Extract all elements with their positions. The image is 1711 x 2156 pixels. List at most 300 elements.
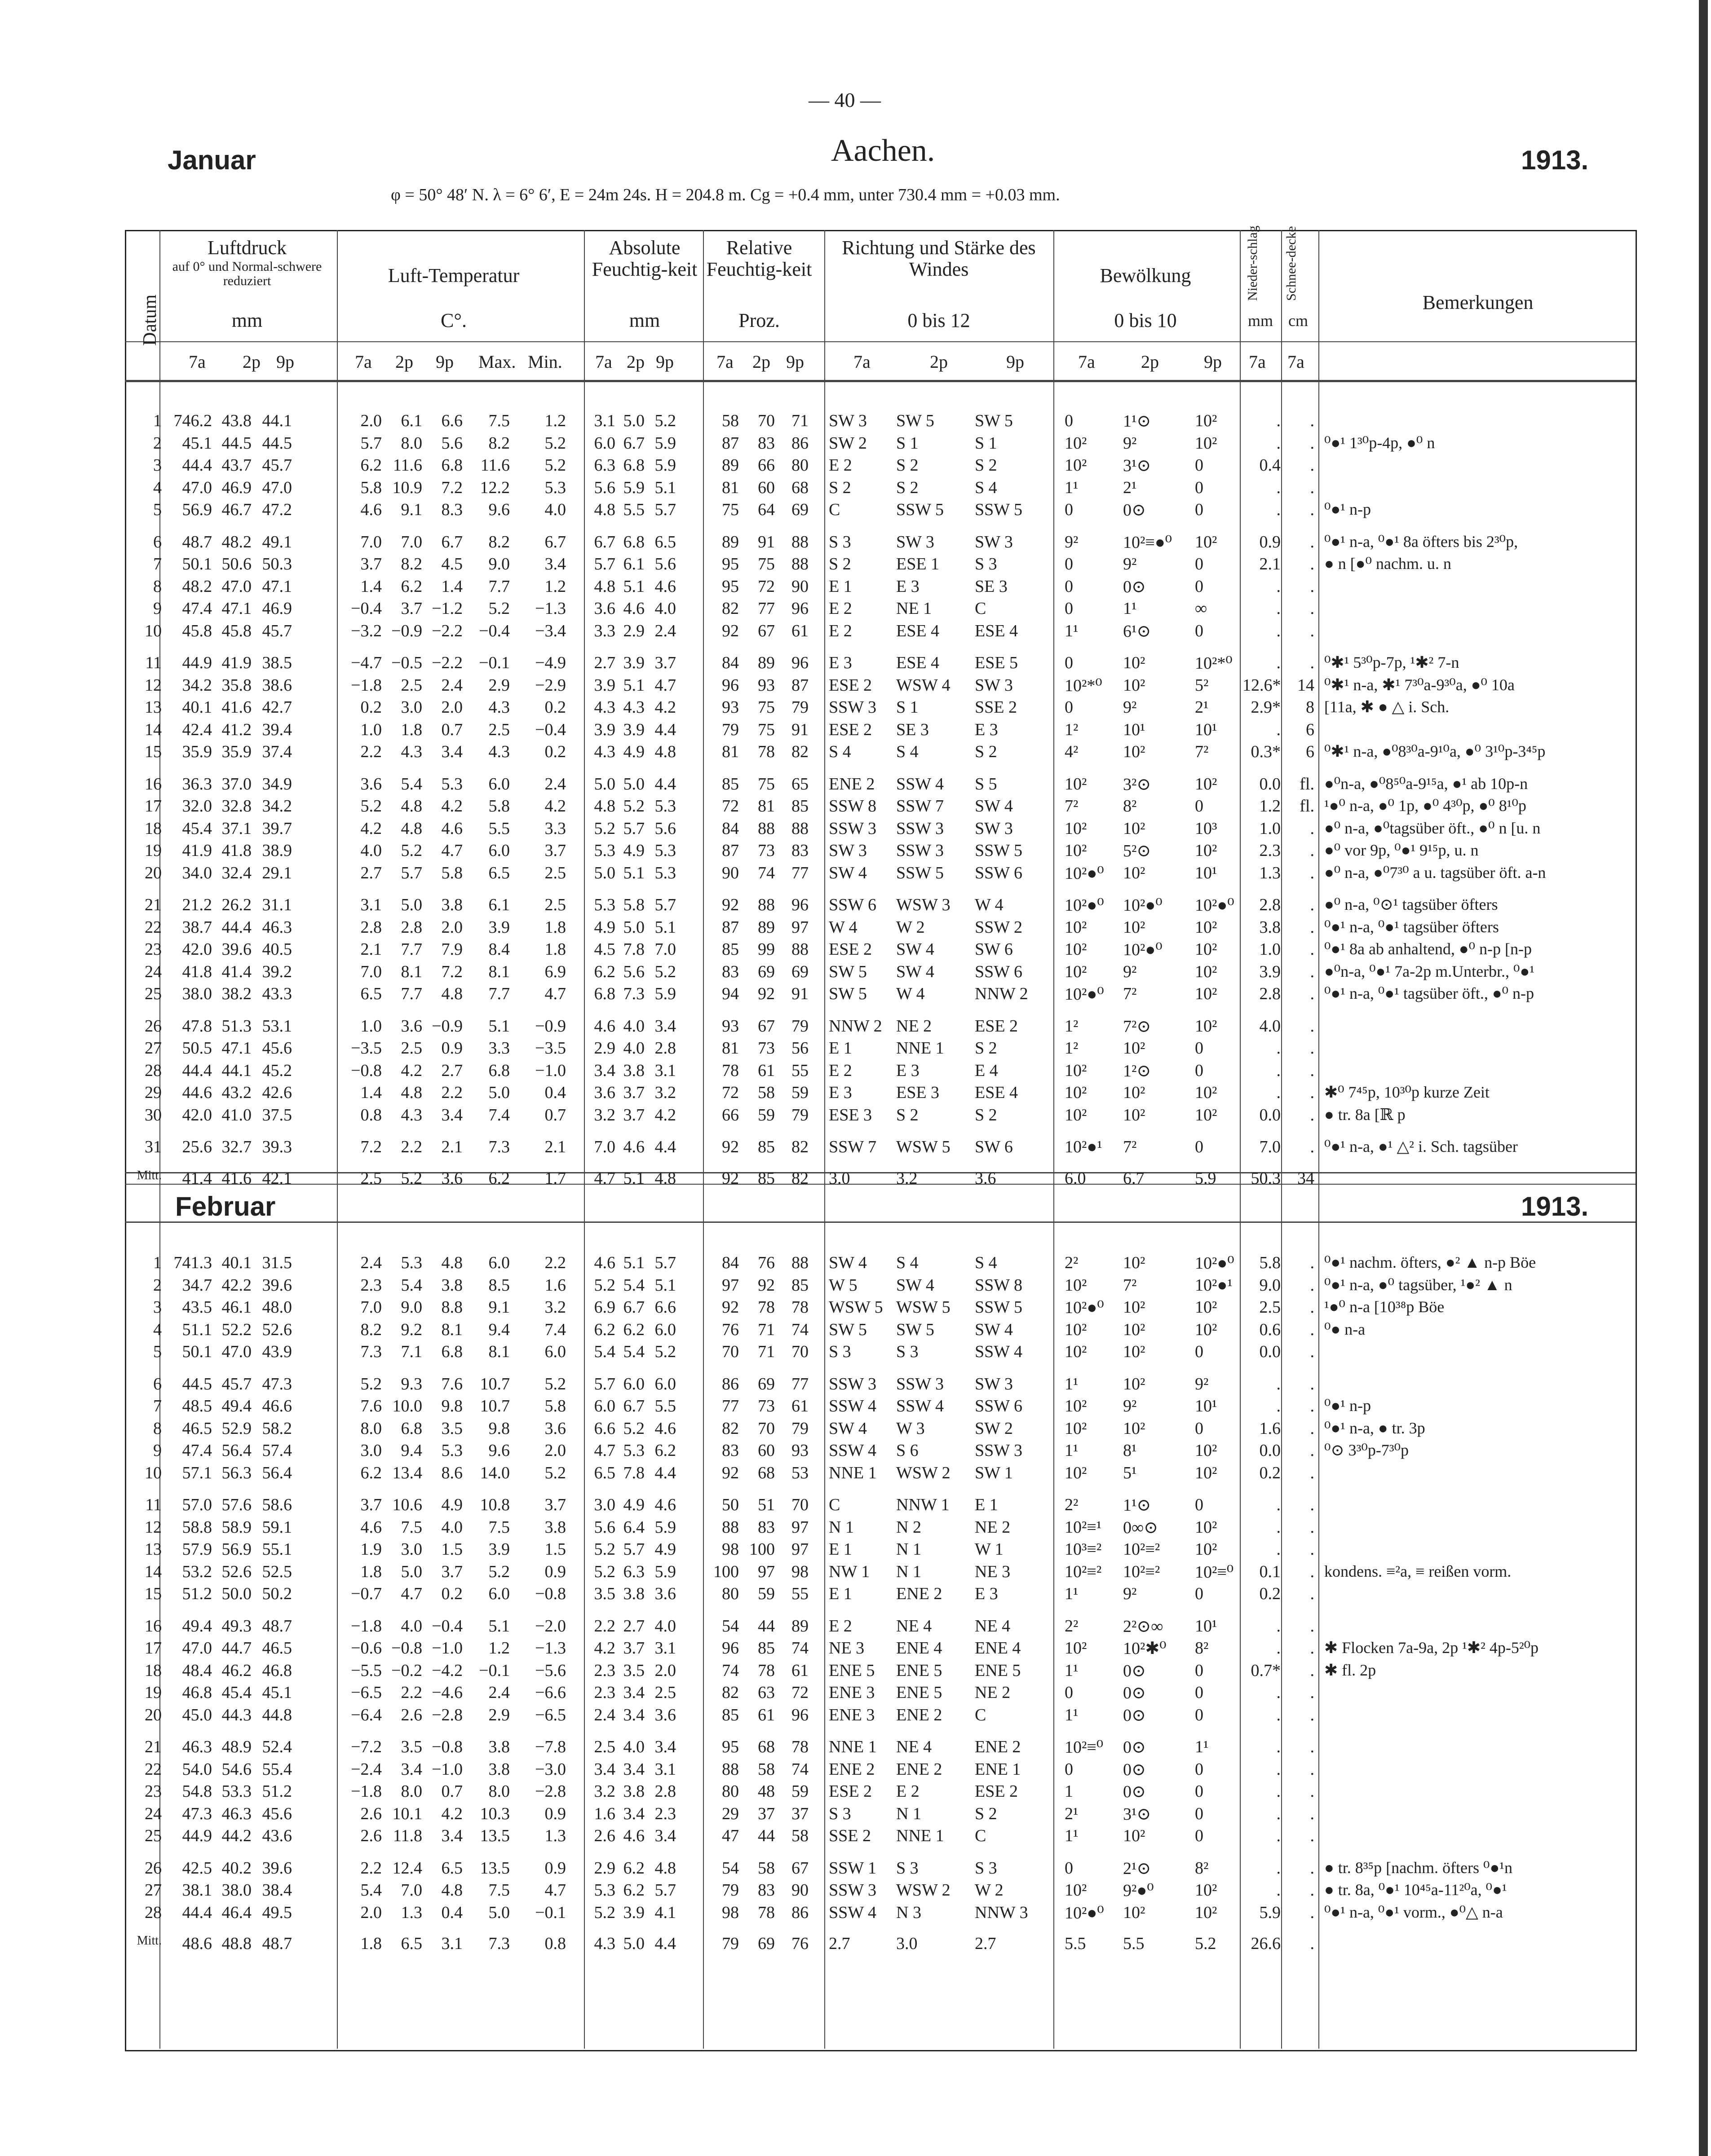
feb-cell: 48.9: [221, 1737, 252, 1756]
jan-cell: 4.8: [654, 742, 676, 761]
jan-cell: .: [1310, 1105, 1314, 1124]
feb-cell: SW 1: [975, 1463, 1013, 1482]
jan-cell: 41.4: [221, 962, 252, 981]
feb-cell: 96: [722, 1639, 739, 1658]
feb-cell: 71: [758, 1342, 775, 1361]
feb-cell: 55.4: [262, 1759, 292, 1779]
feb-cell: 0: [1065, 1759, 1073, 1779]
feb-cell: .: [1276, 1517, 1281, 1537]
feb-cell: .: [1310, 1639, 1314, 1658]
feb-cell: 1¹: [1065, 1705, 1079, 1724]
jan-cell: 6¹⊙: [1123, 622, 1151, 641]
feb-cell: 10²●¹: [1195, 1275, 1233, 1295]
feb-cell: 72: [791, 1683, 809, 1702]
feb-cell: S 3: [975, 1858, 997, 1878]
jan-cell: 96: [722, 675, 739, 695]
jan-cell: 2.2: [441, 1083, 463, 1102]
feb-cell: 9.8: [488, 1419, 510, 1438]
jan-cell: 4.3: [623, 698, 645, 717]
feb-cell: −2.8: [432, 1705, 463, 1724]
feb-cell: 10²: [1195, 1298, 1217, 1317]
feb-cell: 2.3: [654, 1804, 676, 1823]
jan-cell: 6: [1306, 720, 1314, 739]
jan-cell: 81: [722, 478, 739, 497]
feb-cell: 97: [758, 1562, 775, 1581]
feb-cell: 49.4: [182, 1616, 212, 1636]
jan-cell: 31: [145, 1138, 162, 1156]
feb-cell: −0.1: [535, 1903, 566, 1922]
feb-cell: 63: [758, 1683, 775, 1702]
feb-cell: 92: [758, 1275, 775, 1295]
feb-cell: 71: [758, 1320, 775, 1339]
jan-cell: 5.0: [401, 895, 422, 914]
jan-cell: −0.4: [535, 720, 566, 739]
jan-cell: 4.2: [360, 819, 382, 838]
feb-cell: SSW 1: [829, 1858, 876, 1878]
jan-cell: 4.0: [654, 599, 676, 618]
feb-cell: .: [1276, 1881, 1281, 1900]
feb-cell: .: [1310, 1705, 1314, 1724]
jan-cell: S 1: [975, 433, 997, 453]
jan-cell: S 5: [975, 774, 997, 794]
feb-remark-4: ⁰● n-a: [1324, 1320, 1366, 1338]
feb-cell: 4.9: [623, 1495, 645, 1514]
jan-cell: 46.9: [221, 478, 252, 497]
jan-cell: 79: [791, 1105, 809, 1124]
jan-cell: 10²: [1065, 1105, 1087, 1124]
jan-cell: 42.1: [262, 1168, 292, 1188]
january-heading: Januar: [168, 145, 256, 175]
jan-cell: 45.8: [221, 621, 252, 640]
feb-cell: 58.8: [182, 1517, 212, 1537]
feb-cell: 5.2: [594, 1562, 615, 1581]
feb-cell: 5¹: [1123, 1463, 1137, 1482]
feb-cell: 1¹: [1065, 1661, 1079, 1680]
jan-cell: .: [1276, 577, 1281, 596]
feb-cell: 2.2: [594, 1616, 615, 1636]
feb-cell: 5.3: [594, 1881, 615, 1900]
jan-cell: 8.2: [488, 532, 510, 551]
jan-cell: 10²: [1123, 1105, 1145, 1124]
jan-cell: 43.8: [221, 411, 252, 430]
jan-cell: 10²: [1195, 984, 1217, 1003]
jan-cell: SSW 3: [829, 819, 876, 838]
jan-cell: 1.8: [544, 940, 566, 959]
feb-cell: .: [1276, 1639, 1281, 1658]
feb-cell: S 3: [829, 1342, 851, 1361]
feb-remark-3: ¹●⁰ n-a [10³⁸p Böe: [1324, 1298, 1445, 1316]
feb-cell: SW 4: [829, 1419, 867, 1438]
jan-cell: 49.1: [262, 532, 292, 551]
jan-cell: 88: [758, 895, 775, 914]
feb-cell: 3.7: [623, 1639, 645, 1658]
jan-cell: 0: [1195, 478, 1203, 497]
feb-remark-1: ⁰●¹ nachm. öfters, ●² ▲ n-p Böe: [1324, 1253, 1536, 1271]
feb-cell: 58: [758, 1759, 775, 1779]
feb-cell: 48.7: [262, 1934, 292, 1953]
feb-cell: .: [1310, 1441, 1314, 1460]
feb-cell: 88: [722, 1759, 739, 1779]
feb-cell: W 5: [829, 1275, 858, 1295]
feb-cell: NW 1: [829, 1562, 870, 1581]
jan-cell: 48.7: [182, 532, 212, 551]
feb-cell: 3.0: [401, 1540, 422, 1559]
jan-cell: 40.5: [262, 940, 292, 959]
jan-cell: 42.0: [182, 1105, 212, 1124]
jan-cell: 50.5: [182, 1039, 212, 1058]
feb-cell: 1.9: [360, 1540, 382, 1559]
feb-cell: 57.4: [262, 1441, 292, 1460]
jan-cell: −0.8: [351, 1061, 382, 1080]
feb-cell: 70: [791, 1342, 809, 1361]
feb-cell: 6.5: [441, 1858, 463, 1878]
jan-cell: 9²: [1123, 555, 1137, 573]
header-remarks: Bemerkungen: [1422, 291, 1534, 313]
jan-cell: 0.4: [544, 1083, 566, 1102]
jan-cell: 38.0: [182, 984, 212, 1003]
feb-cell: 59.1: [262, 1517, 292, 1537]
jan-cell: −0.5: [391, 653, 422, 672]
jan-cell: 2¹: [1123, 478, 1137, 497]
feb-cell: 4.0: [401, 1616, 422, 1636]
jan-cell: 4.2: [654, 698, 676, 717]
feb-cell: ENE 3: [829, 1683, 875, 1702]
feb-cell: −4.2: [432, 1661, 463, 1680]
jan-cell: 5.8: [441, 863, 463, 882]
feb-cell: 54.8: [182, 1782, 212, 1801]
feb-cell: 86: [791, 1903, 809, 1922]
jan-cell: 5.9: [654, 984, 676, 1003]
feb-cell: 8.6: [441, 1463, 463, 1482]
jan-cell: SSW 5: [975, 500, 1022, 519]
subheader-time-10: 9p: [656, 352, 674, 372]
jan-cell: 10²: [1065, 456, 1087, 475]
subheader-time-19: 9p: [1204, 352, 1222, 372]
jan-cell: 3.8: [1259, 917, 1281, 937]
feb-cell: 68: [758, 1737, 775, 1756]
feb-cell: 0: [1065, 1858, 1073, 1878]
feb-cell: 3.4: [623, 1804, 645, 1823]
feb-cell: 5.2: [594, 1275, 615, 1295]
jan-cell: 1.0: [1259, 819, 1281, 838]
jan-cell: 3.8: [441, 895, 463, 914]
feb-cell: 4.4: [654, 1934, 676, 1953]
jan-cell: 10: [145, 621, 162, 640]
feb-cell: 5.3: [623, 1441, 645, 1460]
feb-cell: 20: [145, 1705, 162, 1724]
jan-cell: 6.7: [623, 433, 645, 453]
feb-cell: 53: [791, 1463, 809, 1482]
feb-cell: 14.0: [480, 1463, 510, 1482]
feb-cell: 44.9: [182, 1826, 212, 1845]
jan-cell: 32.4: [221, 863, 252, 882]
feb-cell: −1.0: [432, 1759, 463, 1779]
jan-cell: 10²: [1123, 1039, 1145, 1058]
feb-cell: .: [1310, 1495, 1314, 1514]
feb-cell: 74: [791, 1639, 809, 1658]
jan-cell: 1.2: [1259, 797, 1281, 816]
feb-cell: −2.0: [535, 1616, 566, 1636]
feb-cell: 2²: [1065, 1616, 1079, 1636]
feb-cell: 3: [153, 1298, 162, 1317]
feb-cell: 4.8: [654, 1858, 676, 1878]
jan-cell: 29.1: [262, 863, 292, 882]
subheader-time-11: 7a: [716, 352, 734, 372]
feb-cell: 46.8: [262, 1661, 292, 1680]
jan-cell: 13: [145, 698, 162, 717]
feb-cell: 10²≡¹: [1065, 1517, 1102, 1537]
jan-cell: 9.1: [401, 500, 422, 519]
feb-cell: 2²: [1065, 1495, 1079, 1514]
feb-cell: 5.0: [623, 1934, 645, 1953]
jan-cell: 43.3: [262, 984, 292, 1003]
feb-cell: 6.7: [623, 1298, 645, 1317]
jan-cell: 96: [791, 895, 809, 914]
jan-cell: 6.7: [441, 532, 463, 551]
feb-cell: 4.4: [654, 1463, 676, 1482]
feb-cell: 0.6: [1259, 1320, 1281, 1339]
jan-cell: 4²: [1065, 742, 1079, 761]
jan-cell: 58: [722, 411, 739, 430]
feb-cell: 58.9: [221, 1517, 252, 1537]
feb-cell: 3.9: [623, 1903, 645, 1922]
jan-cell: 6.7: [1123, 1168, 1145, 1188]
jan-cell: 53.1: [262, 1016, 292, 1036]
jan-cell: .: [1310, 940, 1314, 959]
feb-cell: 21: [145, 1737, 162, 1756]
jan-cell: 3.9: [594, 675, 615, 695]
feb-cell: 10²≡⁰: [1065, 1738, 1104, 1757]
feb-cell: .: [1310, 1320, 1314, 1339]
feb-cell: .: [1276, 1705, 1281, 1724]
feb-cell: 10.1: [392, 1804, 422, 1823]
jan-cell: 45.7: [262, 456, 292, 475]
feb-cell: 97: [722, 1275, 739, 1295]
jan-cell: 41.9: [221, 653, 252, 672]
feb-cell: 54: [722, 1616, 739, 1636]
feb-cell: 9²●⁰: [1123, 1881, 1154, 1900]
jan-cell: 12: [145, 675, 162, 695]
jan-cell: 10²●⁰: [1065, 864, 1104, 883]
feb-cell: 8.0: [401, 1782, 422, 1801]
feb-cell: 10²: [1065, 1342, 1087, 1361]
jan-cell: 4.0: [623, 1016, 645, 1036]
header-luftdruck: Luftdruck: [208, 237, 287, 259]
jan-cell: 1¹: [1123, 599, 1137, 618]
jan-cell: SW 5: [896, 411, 934, 430]
feb-cell: 10.7: [480, 1397, 510, 1415]
feb-cell: 44.7: [221, 1639, 252, 1658]
jan-cell: 34: [1297, 1168, 1314, 1188]
jan-cell: 3.3: [488, 1039, 510, 1058]
jan-cell: 59: [758, 1105, 775, 1124]
jan-cell: fl.: [1300, 797, 1314, 816]
feb-cell: 10²: [1123, 1903, 1145, 1922]
jan-cell: 8.2: [488, 433, 510, 453]
feb-cell: 10.0: [392, 1397, 422, 1415]
jan-remark-7: ● n [●⁰ nachm. u. n: [1324, 555, 1451, 573]
subheader-time-2: 9p: [276, 352, 294, 372]
feb-cell: ESE 2: [829, 1782, 872, 1801]
jan-cell: 69: [791, 500, 809, 519]
jan-cell: W 4: [896, 984, 925, 1003]
feb-cell: 7.1: [401, 1342, 422, 1361]
feb-cell: 0.1: [1259, 1562, 1281, 1581]
jan-cell: 7.4: [488, 1105, 510, 1124]
feb-cell: .: [1310, 1661, 1314, 1680]
jan-cell: 75: [758, 774, 775, 794]
jan-cell: .: [1276, 1039, 1281, 1058]
jan-cell: 79: [791, 698, 809, 717]
feb-cell: 0.7*: [1251, 1661, 1281, 1680]
feb-cell: 7²: [1123, 1275, 1137, 1295]
feb-cell: 85: [758, 1639, 775, 1658]
jan-cell: 5.3: [654, 797, 676, 816]
jan-cell: 58: [758, 1083, 775, 1102]
feb-cell: ENE 2: [896, 1584, 942, 1603]
feb-cell: 6.5: [594, 1463, 615, 1482]
feb-cell: 10²: [1195, 1540, 1217, 1559]
feb-cell: 48: [758, 1782, 775, 1801]
feb-cell: 52.6: [262, 1320, 292, 1339]
jan-cell: 10²: [1195, 433, 1217, 453]
jan-cell: 10²: [1123, 675, 1145, 695]
feb-cell: 3.1: [654, 1639, 676, 1658]
jan-cell: 3.0: [829, 1168, 850, 1188]
feb-cell: SSW 5: [975, 1298, 1022, 1317]
feb-cell: 50: [722, 1495, 739, 1514]
jan-remark-31: ⁰●¹ n-a, ●¹ △² i. Sch. tagsüber: [1324, 1138, 1518, 1155]
jan-cell: SE 3: [896, 720, 929, 739]
jan-cell: 10²●⁰: [1065, 985, 1104, 1004]
jan-cell: 6.0: [1065, 1168, 1086, 1188]
feb-cell: .: [1310, 1782, 1314, 1801]
jan-cell: 0.2: [544, 698, 566, 717]
feb-cell: .: [1310, 1275, 1314, 1295]
feb-cell: 68: [758, 1463, 775, 1482]
feb-cell: 100: [749, 1540, 775, 1559]
jan-cell: 5.6: [594, 478, 615, 497]
subheader-time-17: 7a: [1078, 352, 1095, 372]
feb-cell: 6.0: [623, 1374, 645, 1393]
jan-cell: 10²: [1123, 742, 1145, 761]
jan-cell: 72: [722, 797, 739, 816]
feb-cell: 4.6: [654, 1495, 676, 1514]
feb-cell: 6.2: [623, 1320, 645, 1339]
feb-cell: 98: [722, 1540, 739, 1559]
header-snow-cover-unit: cm: [1288, 312, 1308, 330]
feb-cell: −1.8: [351, 1782, 382, 1801]
feb-cell: −6.6: [535, 1683, 566, 1702]
jan-cell: 0: [1195, 1061, 1203, 1080]
feb-cell: 4.8: [441, 1881, 463, 1900]
jan-cell: E 3: [896, 577, 920, 596]
jan-cell: 10²●⁰: [1123, 896, 1163, 915]
jan-cell: 746.2: [173, 411, 212, 430]
feb-cell: 38.4: [262, 1881, 292, 1900]
jan-cell: NE 1: [896, 599, 932, 618]
jan-cell: 2¹: [1195, 698, 1209, 717]
jan-cell: ESE 5: [975, 653, 1018, 672]
feb-cell: .: [1310, 1826, 1314, 1845]
jan-cell: 28: [145, 1061, 162, 1080]
jan-cell: 10²: [1065, 433, 1087, 453]
jan-cell: 34.2: [182, 675, 212, 695]
jan-cell: 68: [791, 478, 809, 497]
subheader-time-14: 7a: [853, 352, 871, 372]
feb-cell: SSW 4: [829, 1397, 876, 1415]
feb-cell: 6.0: [654, 1374, 676, 1393]
jan-cell: 6.7: [594, 532, 615, 551]
jan-cell: 2.1: [544, 1138, 566, 1156]
jan-cell: 4.3: [401, 742, 422, 761]
feb-cell: 0⊙: [1123, 1661, 1146, 1680]
jan-cell: 4.7: [654, 675, 676, 695]
column-divider-3: [703, 230, 704, 2049]
jan-cell: 6.8: [623, 532, 645, 551]
feb-cell: 2²⊙∞: [1123, 1617, 1163, 1636]
feb-cell: 7.6: [360, 1397, 382, 1415]
feb-cell: C: [975, 1705, 986, 1724]
feb-cell: −2.4: [351, 1759, 382, 1779]
jan-cell: −0.4: [479, 621, 510, 640]
jan-cell: S 2: [975, 1039, 997, 1058]
feb-cell: 0⊙: [1123, 1760, 1146, 1779]
feb-cell: 43.9: [262, 1342, 292, 1361]
feb-cell: 5.4: [623, 1342, 645, 1361]
feb-cell: −0.8: [391, 1639, 422, 1658]
jan-cell: 5.0: [488, 1083, 510, 1102]
jan-cell: WSW 3: [896, 895, 951, 914]
feb-cell: .: [1276, 1804, 1281, 1823]
jan-cell: 5.3: [594, 895, 615, 914]
jan-cell: −2.9: [535, 675, 566, 695]
feb-cell: 56.9: [221, 1540, 252, 1559]
jan-cell: S 2: [829, 478, 851, 497]
feb-cell: −6.4: [351, 1705, 382, 1724]
feb-cell: 46.2: [221, 1661, 252, 1680]
feb-cell: 741.3: [173, 1253, 212, 1272]
feb-cell: 77: [722, 1397, 739, 1415]
subheader-time-16: 9p: [1006, 352, 1024, 372]
jan-cell: 5.2: [544, 456, 566, 475]
jan-cell: 0.3*: [1251, 742, 1281, 761]
feb-cell: 3.7: [360, 1495, 382, 1514]
jan-cell: 4.3: [594, 742, 615, 761]
jan-cell: 4.9: [623, 742, 645, 761]
feb-cell: 2.5: [654, 1683, 676, 1702]
jan-cell: 89: [758, 917, 775, 937]
feb-remark-8: ⁰●¹ n-a, ● tr. 3p: [1324, 1419, 1425, 1437]
feb-cell: ENE 5: [975, 1661, 1021, 1680]
jan-cell: 41.8: [182, 962, 212, 981]
feb-cell: −7.8: [535, 1737, 566, 1756]
jan-cell: 4.9: [623, 841, 645, 860]
feb-cell: 7.5: [488, 1517, 510, 1537]
jan-cell: E 2: [829, 1061, 852, 1080]
jan-cell: 85: [791, 797, 809, 816]
jan-cell: 10²*⁰: [1195, 654, 1233, 673]
feb-cell: 12.4: [392, 1858, 422, 1878]
jan-cell: 41.6: [221, 698, 252, 717]
jan-cell: 44.1: [221, 1061, 252, 1080]
feb-cell: −3.0: [535, 1759, 566, 1779]
feb-cell: SSW 8: [975, 1275, 1022, 1295]
feb-cell: 10²: [1123, 1298, 1145, 1317]
jan-cell: 10.9: [392, 478, 422, 497]
jan-cell: 93: [758, 675, 775, 695]
jan-cell: ESE 4: [975, 1083, 1018, 1102]
